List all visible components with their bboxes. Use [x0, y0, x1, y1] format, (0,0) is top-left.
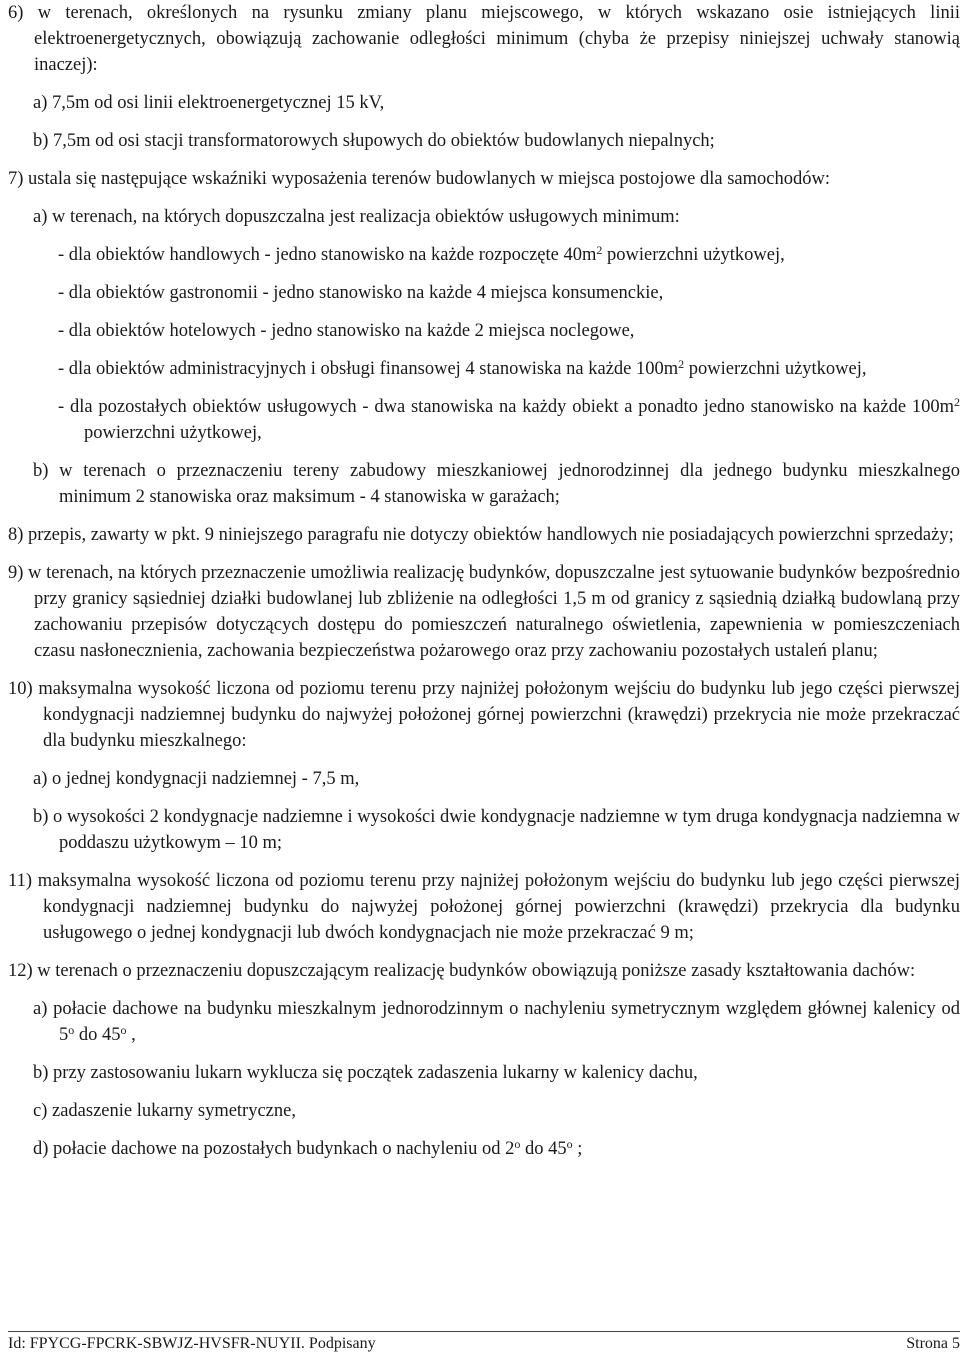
dash-item-administracja: - dla obiektów administracyjnych i obsługi finansowej 4 stanowiska na każde $100m^2$ powierzchni użytkowej,	[58, 357, 867, 379]
subitem-12a: a) połacie dachowe na budynku mieszkalnym jednorodzinnym o nachyleniu symetrycznym względem głównej kalenicy od 5$^o$ do 45$^o$ ,	[33, 999, 960, 1045]
paragraph-item-9: 9) w terenach, na których przeznaczenie umożliwia realizację budynków, dopuszczalne jest sytuowanie budynków bezpośrednio przy granicy sąsiedniej działki budowlanej lub zbliżenie na odległości 1,5 m od granicy z sąsiednią działką budowlaną przy zachowaniu przepisów dotyczących dostępu do pomieszczeń naturalnego oświetlenia, zapewnienia w pomieszczeniach czasu nasłonecznienia, zachowania bezpieczeństwa pożarowego oraz przy zachowaniu pozostałych ustaleń planu;	[8, 563, 960, 661]
paragraph-item-8: 8) przepis, zawarty w pkt. 9 niniejszego paragrafu nie dotyczy obiektów handlowych nie posiadających powierzchni sprzedaży;	[8, 525, 954, 545]
dash-item-hotele: - dla obiektów hotelowych - jedno stanowisko na każde 2 miejsca noclegowe,	[58, 321, 635, 341]
subitem-7a: a) w terenach, na których dopuszczalna jest realizacja obiektów usługowych minimum:	[33, 207, 680, 227]
subitem-12d: d) połacie dachowe na pozostałych budynkach o nachyleniu od 2$^o$ do 45$^o$ ;	[33, 1137, 583, 1159]
paragraph-item-10: 10) maksymalna wysokość liczona od poziomu terenu przy najniżej położonym wejściu do budynku lub jego części pierwszej kondygnacji nadziemnej budynku do najwyżej położonej górnej powierzchni (krawędzi) przekrycia nie może przekraczać dla budynku mieszkalnego:	[8, 679, 960, 751]
page-number: Strona 5	[906, 1335, 960, 1352]
subitem-10b: b) o wysokości 2 kondygnacje nadziemne i wysokości dwie kondygnacje nadziemne w tym druga kondygnacja nadziemna w poddaszu użytkowym – 10 m;	[33, 807, 960, 853]
page-footer	[8, 1331, 960, 1354]
subitem-12b: b) przy zastosowaniu lukarn wyklucza się początek zadaszenia lukarny w kalenicy dachu,	[33, 1063, 698, 1083]
paragraph-item-11: 11) maksymalna wysokość liczona od poziomu terenu przy najniżej położonym wejściu do budynku lub jego części pierwszej kondygnacji nadziemnej budynku do najwyżej położonej górnej powierzchni (krawędzi) przekrycia dla budynku usługowego o jednej kondygnacji lub dwóch kondygnacjach nie może przekraczać 9 m;	[8, 871, 960, 943]
paragraph-item-7: 7) ustala się następujące wskaźniki wyposażenia terenów budowlanych w miejsca postojowe dla samochodów:	[8, 169, 830, 189]
subitem-12c: c) zadaszenie lukarny symetryczne,	[33, 1101, 296, 1121]
subitem-6a: a) 7,5m od osi linii elektroenergetycznej 15 kV,	[33, 93, 385, 113]
subitem-7b: b) w terenach o przeznaczeniu tereny zabudowy mieszkaniowej jednorodzinnej dla jednego budynku mieszkalnego minimum 2 stanowiska oraz maksimum - 4 stanowiska w garażach;	[33, 461, 960, 507]
dash-item-pozostale: - dla pozostałych obiektów usługowych - dwa stanowiska na każdy obiekt a ponadto jedno stanowisko na każde $100m^2$ powierzchni użytkowej,	[58, 395, 960, 443]
subitem-10a: a) o jednej kondygnacji nadziemnej - 7,5 m,	[33, 769, 360, 789]
document-body	[8, 0, 960, 1162]
paragraph-item-6: 6) w terenach, określonych na rysunku zmiany planu miejscowego, w których wskazano osie istniejących linii elektroenergetycznych, obowiązują zachowanie odległości minimum (chyba że przepisy niniejszej uchwały stanowią inaczej):	[8, 3, 960, 75]
subitem-6b: b) 7,5m od osi stacji transformatorowych słupowych do obiektów budowlanych niepalnych;	[33, 131, 715, 151]
dash-item-gastronomia: - dla obiektów gastronomii - jedno stanowisko na każde 4 miejsca konsumenckie,	[58, 283, 664, 303]
paragraph-item-12: 12) w terenach o przeznaczeniu dopuszczającym realizację budynków obowiązują poniższe zasady kształtowania dachów:	[8, 961, 916, 981]
dash-item-handlowe: - dla obiektów handlowych - jedno stanowisko na każde rozpoczęte $40m^2$ powierzchni użytkowej,	[58, 243, 785, 265]
document-id: Id: FPYCG-FPCRK-SBWJZ-HVSFR-NUYII. Podpisany	[8, 1335, 376, 1352]
